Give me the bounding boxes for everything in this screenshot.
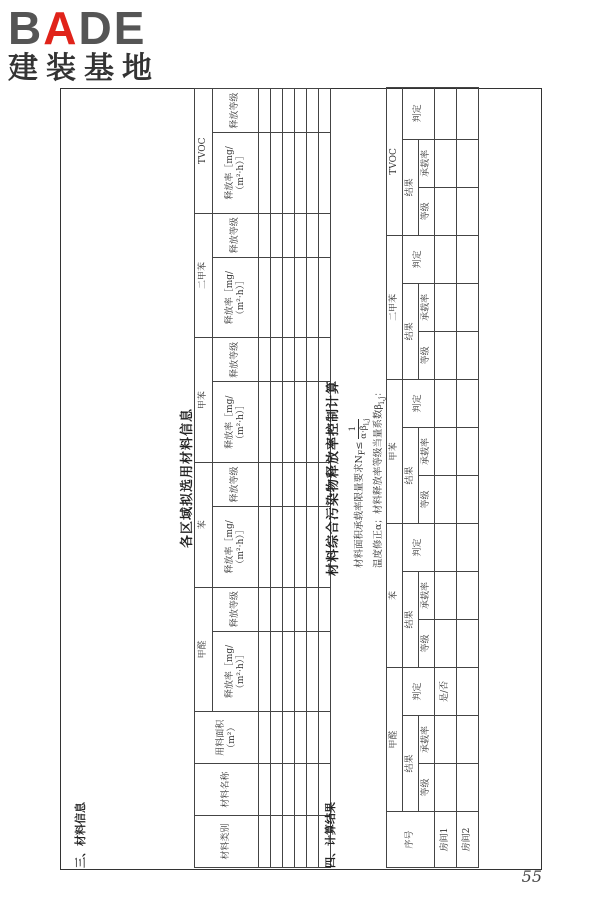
table-row [457, 87, 479, 867]
header-grade: 释放等级 [213, 89, 259, 133]
header-grade: 等级 [419, 331, 435, 379]
page-number: 55 [521, 867, 542, 886]
calc-header-formaldehyde: 甲醛 [387, 667, 403, 811]
calculation-table [386, 87, 479, 868]
header-result: 结果 [403, 427, 419, 523]
header-seq: 序号 [387, 812, 435, 868]
header-grade: 等级 [419, 764, 435, 812]
bade-logo [8, 4, 178, 86]
judge-cell: 是/否 [435, 667, 457, 715]
logo-wordmark: BADE [8, 2, 147, 54]
table-row [271, 89, 283, 868]
section4-heading: 四、计算结果 [324, 802, 337, 868]
header-load: 承载率 [419, 139, 435, 187]
table-row [259, 89, 271, 868]
header-result: 结果 [403, 571, 419, 667]
calc-header-tvoc: TVOC [387, 87, 403, 235]
calc-header-xylene: 二甲苯 [387, 235, 403, 379]
header-grade: 释放等级 [213, 587, 259, 631]
header-grade: 等级 [419, 187, 435, 235]
section4-title: 材料综合污染物释放率控制计算 [326, 380, 341, 577]
header-judge: 判定 [403, 667, 435, 715]
header-grade: 等级 [419, 475, 435, 523]
header-rate: 释放率［mg/（m²·h）］ [213, 507, 259, 587]
header-judge: 判定 [403, 235, 435, 283]
row-label: 房间2 [457, 812, 479, 868]
header-toluene: 甲苯 [195, 338, 213, 463]
header-result: 结果 [403, 283, 419, 379]
judge-cell [457, 667, 479, 715]
section3-heading: 三、材料信息 [74, 802, 87, 868]
header-grade: 释放等级 [213, 462, 259, 506]
header-result: 结果 [403, 716, 419, 812]
header-grade: 释放等级 [213, 213, 259, 257]
header-rate: 释放率［mg/（m²·h）］ [213, 133, 259, 213]
header-load: 承载率 [419, 571, 435, 619]
header-formaldehyde: 甲醛 [195, 587, 213, 712]
header-rate: 释放率［mg/（m²·h）］ [213, 257, 259, 337]
calc-header-toluene: 甲苯 [387, 379, 403, 523]
header-result: 结果 [403, 139, 419, 235]
header-load: 承载率 [419, 283, 435, 331]
table-row [295, 89, 307, 868]
header-name: 材料名称 [195, 764, 259, 816]
table-row [435, 87, 457, 867]
header-load: 承载率 [419, 427, 435, 475]
load-limit-note: 材料面积承载率限量要求$N_F\le$ 1 $\alpha\cdot\beta_{i,j}$ [348, 418, 371, 568]
section3-title: 各区域拟选用材料信息 [180, 408, 195, 549]
header-category: 材料类别 [195, 816, 259, 868]
header-xylene: 二甲苯 [195, 213, 213, 338]
header-grade: 释放等级 [213, 338, 259, 382]
table-row [307, 89, 319, 868]
header-load: 承载率 [419, 716, 435, 764]
header-judge: 判定 [403, 523, 435, 571]
table-row [283, 89, 295, 868]
rotated-page [66, 88, 534, 868]
material-info-table [194, 88, 331, 868]
header-area: 用料面积（m²） [195, 712, 259, 764]
header-rate: 释放率［mg/（m²·h）］ [213, 631, 259, 711]
header-judge: 判定 [403, 87, 435, 139]
row-label: 房间1 [435, 812, 457, 868]
logo-chinese-text: 建装基地 [8, 51, 160, 86]
header-tvoc: TVOC [195, 89, 213, 214]
header-benzene: 苯 [195, 462, 213, 587]
calc-header-benzene: 苯 [387, 523, 403, 667]
header-rate: 释放率［mg/（m²·h）］ [213, 382, 259, 462]
header-judge: 判定 [403, 379, 435, 427]
header-grade: 等级 [419, 619, 435, 667]
correction-note: 温度修正α；材料释放率等级当量系数$\beta_{i,j}$： [373, 387, 386, 568]
